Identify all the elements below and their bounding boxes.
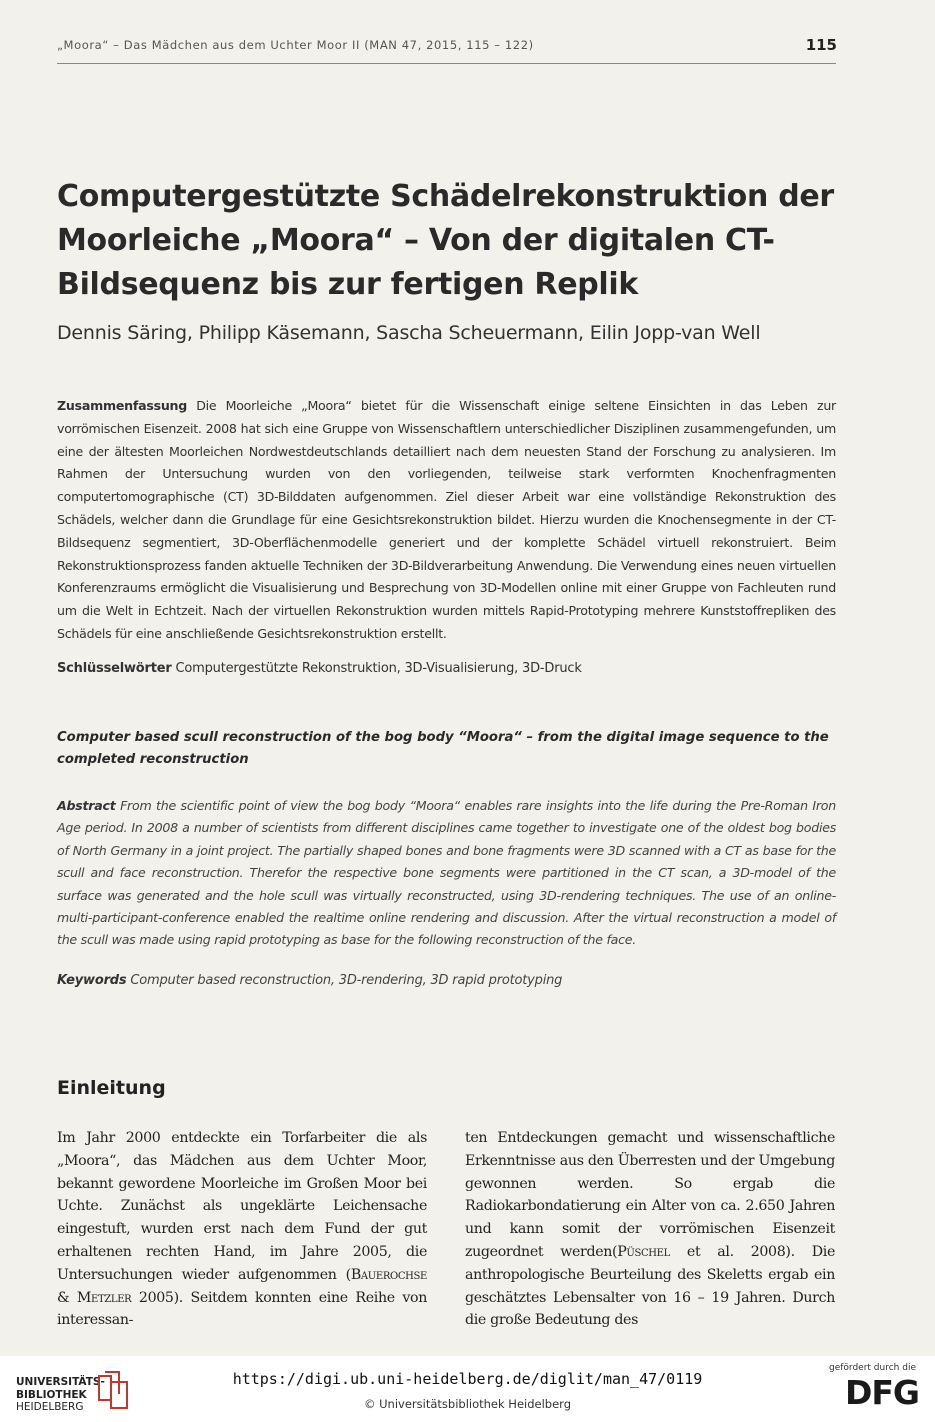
library-name-line3: HEIDELBERG [16, 1401, 84, 1413]
permalink-url[interactable]: https://digi.ub.uni-heidelberg.de/diglit/man_47/0119 [232, 1370, 703, 1388]
funder-label: gefördert durch die [829, 1363, 916, 1373]
zusammenfassung-text: Die Moorleiche „Moora“ bietet für die Wissenschaft einige seltene Einsichten in das Leben zur vorrömischen Eisenzeit. 2008 hat sich eine Gruppe von Wissenschaftlern unterschiedlicher Disziplinen zusammengefunden, um eine der ältesten Moorleichen Nordwestdeutschlands detailliert nach dem neuesten Stand der Forschung zu analysieren. Im Rahmen der Untersuchung wurden von den vorliegenden, teilweise stark verformten Knochenfragmenten computertomographische (CT) 3D-Bilddaten aufgenommen. Ziel dieser Arbeit war eine vollständige Rekonstruktion des Schädels, welcher dann die Grundlage für eine Gesichtsrekonstruktion bildet. Hierzu wurden die Knochensegmente in der CT-Bildsequenz segmentiert, 3D-Oberflächenmodelle generiert und der komplette Schädel virtuell rekonstruiert. Beim Rekonstruktionsprozess fanden aktuelle Techniken der 3D-Bildverarbeitung Anwendung. Die Verwendung eines neuen virtuellen Konferenzraums ermöglicht die Visualisierung und Besprechung von 3D-Modellen online mit einer Gruppe von Fachleuten rund um die Welt in Echtzeit. Nach der virtuellen Rekonstruktion wurden mittels Rapid-Prototyping mehrere Kunststoffrepliken des Schädels für eine anschließende Gesichtsrekonstruktion erstellt. [57, 398, 836, 641]
keywords-line [57, 973, 836, 988]
schluesselwoerter-line [57, 661, 836, 676]
keywords-label: Keywords [57, 973, 127, 988]
section-heading: Einleitung [57, 1077, 166, 1099]
header-rule [57, 63, 836, 64]
article-title: Computergestützte Schädelrekonstruktion der Moorleiche „Moora“ – Von der digitalen CT-Bildsequenz bis zur fertigen Replik [57, 179, 834, 302]
digitization-footer [0, 1356, 935, 1422]
library-name-line2: BIBLIOTHEK [16, 1388, 87, 1401]
running-header: „Moora“ – Das Mädchen aus dem Uchter Moor II (MAN 47, 2015, 115 – 122) [57, 38, 534, 52]
abstract-label: Abstract [57, 798, 116, 813]
body-column-left [57, 1127, 427, 1332]
zusammenfassung-label: Zusammenfassung [57, 398, 188, 413]
left-column-text-end: 2005). Seitdem konnten eine Reihe von interessan- [57, 1289, 428, 1329]
english-title: Computer based scull reconstruction of the bog body “Moora“ – from the digital image sequence to the completed reconstruction [57, 730, 829, 767]
schluesselwoerter-text: Computergestützte Rekonstruktion, 3D-Visualisierung, 3D-Druck [175, 661, 582, 676]
right-column-text: ten Entdeckungen gemacht und wissenschaftliche Erkenntnisse aus den Überresten und der Umgebung gewonnen werden. So ergab die Radiokarbondatierung ein Alter von ca. 2.650 Jahren und kann somit der vorrömischen Eisenzeit zugeordnet werden( [465, 1130, 835, 1260]
right-column-citation: Püschel [617, 1243, 670, 1260]
left-column-citation: Bauerochse & Metzler [57, 1266, 427, 1306]
schluesselwoerter-label: Schlüsselwörter [57, 661, 172, 676]
article-authors: Dennis Säring, Philipp Käsemann, Sascha Scheuermann, Eilin Jopp-van Well [57, 322, 761, 344]
library-name-line1: UNIVERSITÄTS- [16, 1376, 105, 1388]
abstract-text: From the scientific point of view the bog body “Moora“ enables rare insights into the life during the Pre-Roman Iron Age period. In 2008 a number of scientists from different disciplines came together to investigate one of the oldest bog bodies of North Germany in a joint project. The partially shaped bones and bone fragments were 3D scanned with a CT as base for the scull and face reconstruction. Therefor the respective bone segments were partitioned in the CT scan, a 3D-model of the surface was generated and the hole scull was virtually reconstructed, using 3D-rendering techniques. The use of an online-multi-participant-conference enabled the realtime online rendering and discussion. After the virtual reconstruction a model of the scull was made using rapid prototyping as base for the following reconstruction of the face. [57, 798, 836, 948]
left-column-text: Im Jahr 2000 entdeckte ein Torfarbeiter die als „Moora“, das Mädchen aus dem Uchter Moor, bekannt gewordene Moorleiche im Großen Moor bei Uchte. Zunächst als ungeklärte Leichensache eingestuft, wurden erst nach dem Fund der gut erhaltenen rechten Hand, im Jahre 2005, die Untersuchungen wieder aufgenommen ( [57, 1130, 427, 1283]
keywords-text: Computer based reconstruction, 3D-rendering, 3D rapid prototyping [130, 973, 563, 988]
abstract-paragraph [57, 795, 836, 952]
page-number: 115 [805, 36, 837, 54]
copyright-notice: © Universitätsbibliothek Heidelberg [363, 1397, 571, 1411]
body-column-right [465, 1127, 835, 1332]
dfg-logo: DFG [844, 1373, 919, 1412]
right-column-text-end: et al. 2008). Die anthropologische Beurteilung des Skeletts ergab ein geschätztes Lebensalter von 16 – 19 Jahren. Durch die große Bedeutung des [465, 1243, 835, 1329]
zusammenfassung-paragraph [57, 395, 836, 646]
